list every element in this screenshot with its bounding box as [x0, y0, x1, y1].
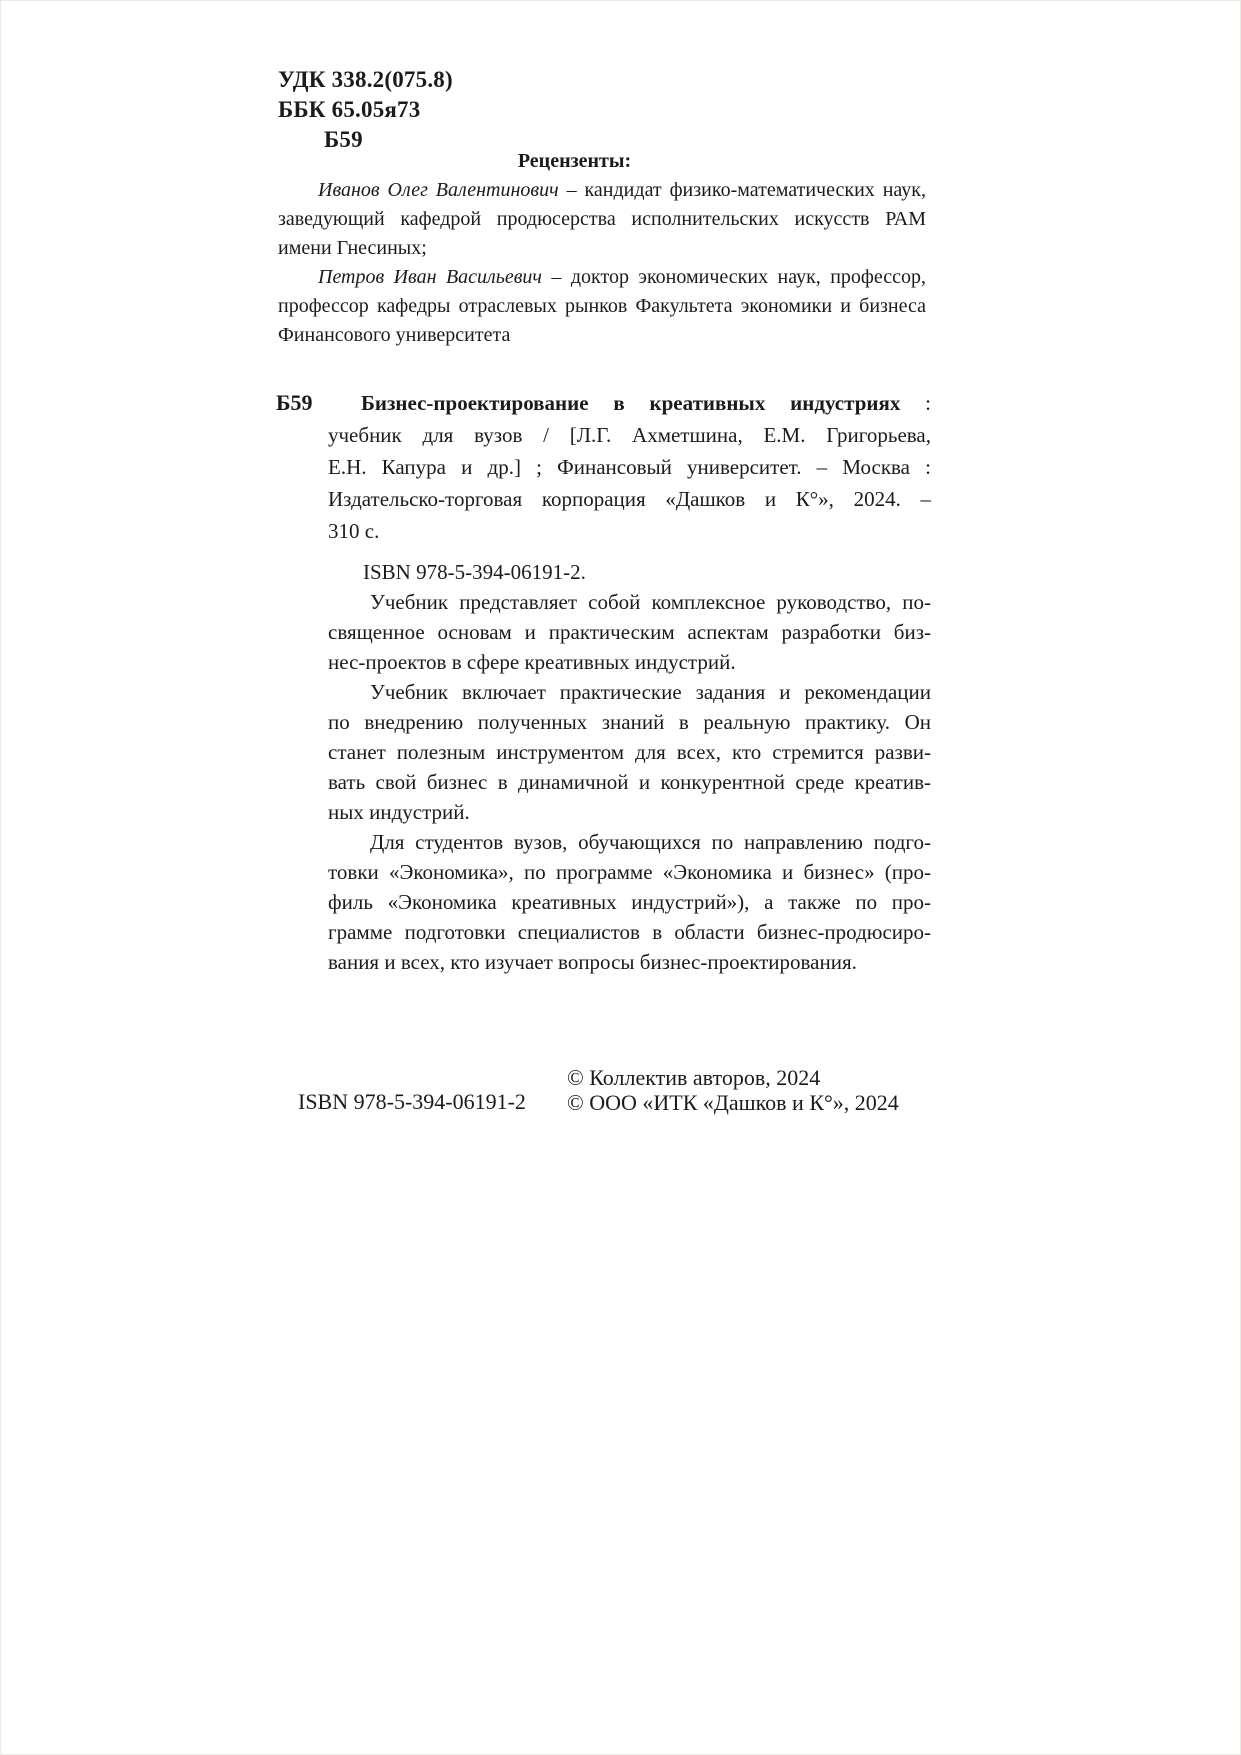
text-line [328, 857, 931, 887]
text-segment: Иванов Олег Валентинович [318, 179, 559, 201]
isbn-line: ISBN 978-5-394-06191-2. [363, 560, 586, 584]
text-segment: священное основам и практическим аспектам разработки биз- [328, 620, 931, 644]
text-segment: заведующий кафедрой продюсерства исполнительских искусств РАМ [278, 208, 926, 230]
text-segment: нес-проектов в сфере креативных индустрий. [328, 650, 736, 674]
text-segment: Бизнес-проектирование в креативных индустриях [361, 391, 901, 415]
text-line [328, 767, 931, 797]
catalog-entry [276, 387, 931, 547]
text-segment: по внедрению полученных знаний в реальную практику. Он [328, 710, 931, 734]
text-line [567, 1091, 899, 1116]
reviewer-paragraph [278, 263, 926, 350]
text-segment: филь «Экономика креативных индустрий»), а также по про- [328, 890, 931, 914]
text-line [328, 677, 931, 707]
text-line [328, 827, 931, 857]
text-line [328, 515, 931, 547]
text-segment: имени Гнесиных; [278, 237, 427, 259]
annotation-section [328, 557, 931, 977]
annotation-paragraph [328, 587, 931, 677]
text-segment: © Коллектив авторов, 2024 [567, 1065, 821, 1090]
text-segment: станет полезным инструментом для всех, кто стремится разви- [328, 740, 931, 764]
text-line [328, 797, 931, 827]
text-segment: профессор кафедры отраслевых рынков Факультета экономики и бизнеса [278, 295, 926, 317]
text-line [328, 947, 931, 977]
text-line [328, 419, 931, 451]
text-segment: учебник для вузов / [Л.Г. Ахметшина, Е.М. Григорьева, [328, 423, 931, 447]
text-line [278, 234, 926, 263]
text-line [278, 176, 926, 205]
text-segment: вать свой бизнес в динамичной и конкурентной среде креатив- [328, 770, 931, 794]
text-segment: Издательско-торговая корпорация «Дашков и К°», 2024. – [328, 487, 931, 511]
entry-description [328, 387, 931, 547]
annotation-paragraph [328, 677, 931, 827]
entry-author-sign: Б59 [276, 390, 313, 415]
text-segment: Е.Н. Капура и др.] ; Финансовый университет. – Москва : [328, 455, 931, 479]
footer-isbn: ISBN 978-5-394-06191-2 [298, 1089, 526, 1114]
udk-code: УДК 338.2(075.8) [278, 67, 453, 92]
text-line [328, 587, 931, 617]
classification-codes [278, 65, 453, 155]
text-segment: товки «Экономика», по программе «Экономика и бизнес» (про- [328, 860, 931, 884]
text-segment: вания и всех, кто изучает вопросы бизнес-проектирования. [328, 950, 857, 974]
text-segment: – кандидат физико-математических наук, [558, 179, 926, 201]
text-line [567, 1066, 899, 1091]
annotation-paragraph [328, 827, 931, 977]
text-line [328, 387, 931, 419]
text-segment: грамме подготовки специалистов в области бизнес-продюсиро- [328, 920, 931, 944]
text-line [328, 451, 931, 483]
text-segment: ных индустрий. [328, 800, 470, 824]
text-line [278, 321, 926, 350]
reviewers-section [278, 147, 926, 350]
text-line [278, 205, 926, 234]
text-segment: Финансового университета [278, 324, 511, 346]
reviewers-heading: Рецензенты: [517, 150, 632, 172]
text-segment: © ООО «ИТК «Дашков и К°», 2024 [567, 1089, 899, 1115]
text-line [328, 887, 931, 917]
text-line [328, 917, 931, 947]
text-segment: Петров Иван Васильевич [318, 266, 542, 288]
text-line [328, 647, 931, 677]
text-line [328, 617, 931, 647]
text-line [328, 483, 931, 515]
text-line [278, 263, 926, 292]
reviewer-paragraph [278, 176, 926, 263]
text-segment: Учебник включает практические задания и рекомендации [370, 680, 931, 704]
text-segment: – доктор экономических наук, профессор, [541, 266, 927, 288]
text-line [328, 707, 931, 737]
text-line [328, 737, 931, 767]
text-segment: : [900, 391, 931, 415]
text-segment: 310 с. [328, 519, 380, 543]
text-line [278, 292, 926, 321]
bbk-code: ББК 65.05я73 [278, 97, 421, 122]
text-segment: Учебник представляет собой комплексное руководство, по- [370, 590, 931, 614]
author-sign-code: Б59 [324, 127, 363, 152]
copyright-block [567, 1066, 899, 1115]
text-segment: Для студентов вузов, обучающихся по направлению подго- [370, 830, 931, 854]
